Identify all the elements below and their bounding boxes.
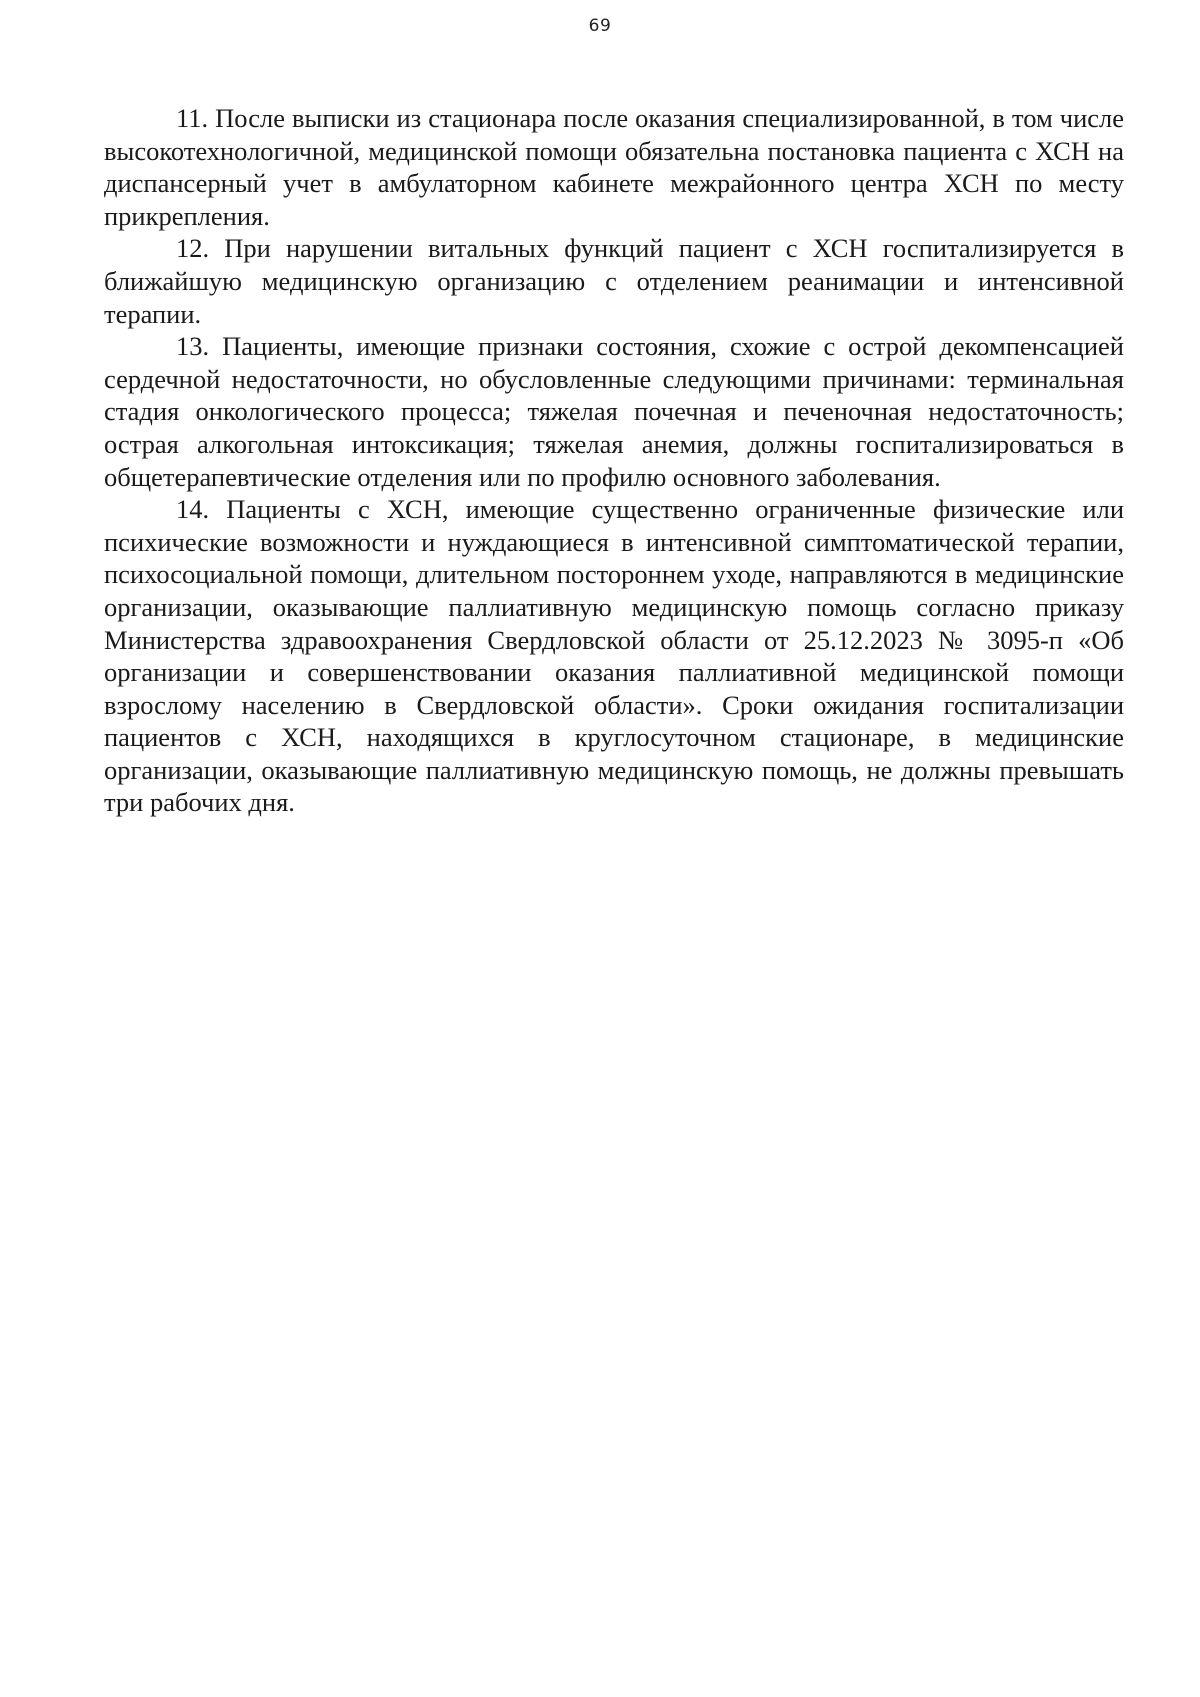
paragraph-11: 11. После выписки из стационара после оказания специализированной, в том числе высокотехнологичной, медицинской помощи обязательна постановка пациента с ХСН на диспансерный учет в амбулаторном кабинете межрайонного центра ХСН по месту прикрепления.: [104, 103, 1124, 231]
page-number: 69: [588, 16, 612, 36]
paragraph-13: 13. Пациенты, имеющие признаки состояния, схожие с острой декомпенсацией сердечной недостаточности, но обусловленные следующими причинами: терминальная стадия онкологического процесса; тяжелая почечная и печеночная недостаточность; острая алкогольная интоксикация; тяжелая анемия, должны госпитализироваться в общетерапевтические отделения или по профилю основного заболевания.: [104, 331, 1124, 492]
paragraph-12: 12. При нарушении витальных функций пациент с ХСН госпитализируется в ближайшую медицинскую организацию с отделением реанимации и интенсивной терапии.: [104, 233, 1124, 329]
paragraph-14: 14. Пациенты с ХСН, имеющие существенно ограниченные физические или психические возможности и нуждающиеся в интенсивной симптоматической терапии, психосоциальной помощи, длительном постороннем уходе, направляются в медицинские организации, оказывающие паллиативную медицинскую помощь согласно приказу Министерства здравоохранения Свердловской области от 25.12.2023 № 3095-п «Об организации и совершенствовании оказания паллиативной медицинской помощи взрослому населению в Свердловской области». Сроки ожидания госпитализации пациентов с ХСН, находящихся в круглосуточном стационаре, в медицинские организации, оказывающие паллиативную медицинскую помощь, не должны превышать три рабочих дня.: [104, 494, 1124, 818]
document-body: [104, 102, 1124, 819]
